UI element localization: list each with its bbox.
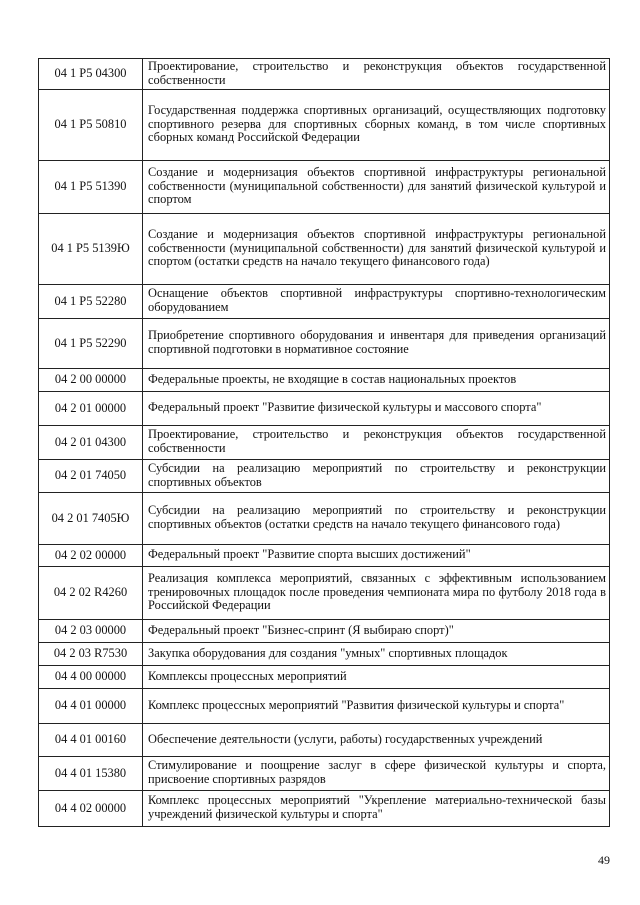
- expense-description: Создание и модернизация объектов спортивной инфраструктуры региональной собственности (муниципальной собственности) для занятий физической культурой и спортом: [143, 161, 610, 214]
- expense-description: Проектирование, строительство и реконструкция объектов государственной собственности: [143, 426, 610, 460]
- expense-description: Субсидии на реализацию мероприятий по строительству и реконструкции спортивных объектов: [143, 460, 610, 493]
- table-row: [39, 369, 610, 392]
- table-row: [39, 319, 610, 369]
- classification-code: 04 1 P5 04300: [39, 59, 143, 90]
- expense-description: Проектирование, строительство и реконструкция объектов государственной собственности: [143, 59, 610, 90]
- expense-description: Федеральные проекты, не входящие в состав национальных проектов: [143, 369, 610, 392]
- table-row: [39, 791, 610, 827]
- table-row: [39, 392, 610, 426]
- expense-description: Реализация комплекса мероприятий, связанных с эффективным использованием тренировочных площадок после проведения чемпионата мира по футболу 2018 года в Российской Федерации: [143, 567, 610, 620]
- expense-description: Комплекс процессных мероприятий "Развития физической культуры и спорта": [143, 689, 610, 724]
- classification-code: 04 1 P5 52280: [39, 285, 143, 319]
- table-row: [39, 493, 610, 545]
- budget-classification-table: [38, 58, 610, 827]
- table-row: [39, 426, 610, 460]
- expense-description: Оснащение объектов спортивной инфраструктуры спортивно-технологическим оборудованием: [143, 285, 610, 319]
- table-row: [39, 285, 610, 319]
- classification-code: 04 2 01 7405Ю: [39, 493, 143, 545]
- page-number: 49: [598, 853, 610, 867]
- expense-description: Комплекс процессных мероприятий "Укрепление материально-технической базы учреждений физической культуры и спорта": [143, 791, 610, 827]
- table-row: [39, 545, 610, 567]
- classification-code: 04 4 01 00160: [39, 724, 143, 757]
- expense-description: Комплексы процессных мероприятий: [143, 666, 610, 689]
- table-row: [39, 460, 610, 493]
- classification-code: 04 2 02 00000: [39, 545, 143, 567]
- expense-description: Федеральный проект "Бизнес-спринт (Я выбираю спорт)": [143, 620, 610, 643]
- classification-code: 04 1 P5 50810: [39, 90, 143, 161]
- table-row: [39, 666, 610, 689]
- table-row: [39, 757, 610, 791]
- table-row: [39, 90, 610, 161]
- classification-code: 04 2 03 00000: [39, 620, 143, 643]
- expense-description: Закупка оборудования для создания "умных" спортивных площадок: [143, 643, 610, 666]
- expense-description: Создание и модернизация объектов спортивной инфраструктуры региональной собственности (муниципальной собственности) для занятий физической культурой и спортом (остатки средств на начало текущего финансового года): [143, 214, 610, 285]
- classification-code: 04 1 P5 52290: [39, 319, 143, 369]
- expense-description: Субсидии на реализацию мероприятий по строительству и реконструкции спортивных объектов (остатки средств на начало текущего финансового года): [143, 493, 610, 545]
- classification-code: 04 2 01 00000: [39, 392, 143, 426]
- table-row: [39, 567, 610, 620]
- table-row: [39, 620, 610, 643]
- classification-code: 04 2 01 74050: [39, 460, 143, 493]
- expense-description: Федеральный проект "Развитие спорта высших достижений": [143, 545, 610, 567]
- classification-code: 04 4 02 00000: [39, 791, 143, 827]
- expense-description: Обеспечение деятельности (услуги, работы) государственных учреждений: [143, 724, 610, 757]
- table-row: [39, 59, 610, 90]
- expense-description: Приобретение спортивного оборудования и инвентаря для приведения организаций спортивной подготовки в нормативное состояние: [143, 319, 610, 369]
- table-row: [39, 724, 610, 757]
- expense-description: Стимулирование и поощрение заслуг в сфере физической культуры и спорта, присвоение спортивных разрядов: [143, 757, 610, 791]
- expense-description: Федеральный проект "Развитие физической культуры и массового спорта": [143, 392, 610, 426]
- table-body: [39, 59, 610, 827]
- table-row: [39, 643, 610, 666]
- table-row: [39, 689, 610, 724]
- classification-code: 04 4 01 15380: [39, 757, 143, 791]
- classification-code: 04 2 00 00000: [39, 369, 143, 392]
- expense-description: Государственная поддержка спортивных организаций, осуществляющих подготовку спортивного резерва для спортивных сборных команд, в том числе спортивных сборных команд Российской Федерации: [143, 90, 610, 161]
- classification-code: 04 2 01 04300: [39, 426, 143, 460]
- table-row: [39, 214, 610, 285]
- classification-code: 04 2 03 R7530: [39, 643, 143, 666]
- table-row: [39, 161, 610, 214]
- classification-code: 04 4 00 00000: [39, 666, 143, 689]
- classification-code: 04 1 P5 51390: [39, 161, 143, 214]
- classification-code: 04 2 02 R4260: [39, 567, 143, 620]
- classification-code: 04 4 01 00000: [39, 689, 143, 724]
- classification-code: 04 1 P5 5139Ю: [39, 214, 143, 285]
